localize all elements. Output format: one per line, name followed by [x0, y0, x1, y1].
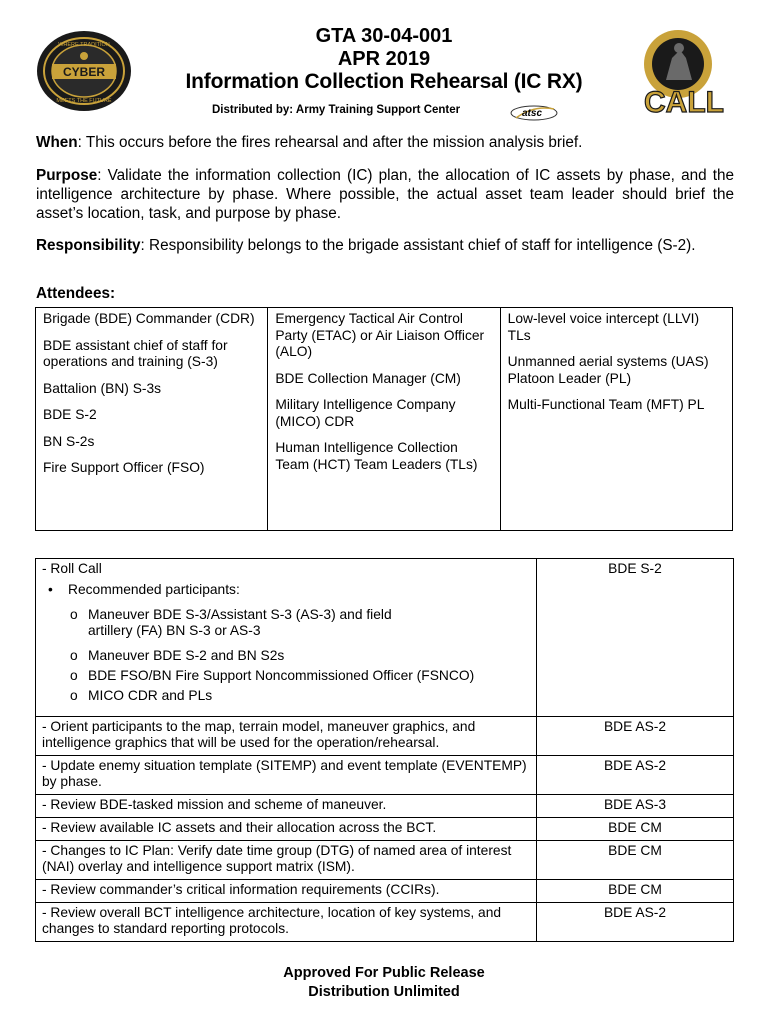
- sub-item-text: BDE FSO/BN Fire Support Noncommissioned Officer (FSNCO): [88, 668, 475, 683]
- sub-item-text: Maneuver BDE S-3/Assistant S-3 (AS-3) and field artillery (FA) BN S-3 or AS-3: [88, 607, 392, 638]
- circle-bullet-icon: o: [70, 607, 78, 622]
- attendee-item: Emergency Tactical Air Control Party (ETAC) or Air Liaison Officer (ALO): [275, 311, 485, 359]
- bullet-item: [42, 582, 530, 598]
- document-title: Information Collection Rehearsal (IC RX): [185, 70, 583, 93]
- circle-bullet-icon: o: [70, 668, 78, 683]
- attendee-item: Battalion (BN) S-3s: [43, 380, 162, 396]
- bullet-text: Recommended participants:: [68, 582, 240, 597]
- attendee-item: Human Intelligence Collection Team (HCT) Team Leaders (TLs): [275, 440, 478, 472]
- task-cell: - Update enemy situation template (SITEMP) and event template (EVENTEMP) by phase.: [36, 756, 537, 795]
- attendee-item: Multi-Functional Team (MFT) PL: [507, 397, 705, 412]
- attendees-label: Attendees:: [36, 285, 116, 302]
- roll-call-title: - Roll Call: [42, 561, 102, 576]
- footer-line-2: Distribution Unlimited: [308, 984, 460, 1000]
- when-label: When: [36, 134, 78, 151]
- attendees-column-1: [36, 308, 268, 531]
- table-row: [36, 818, 734, 841]
- responsibility-paragraph: [36, 236, 734, 255]
- responsible-cell: BDE CM: [537, 818, 734, 841]
- attendee-item: BN S-2s: [43, 433, 95, 449]
- responsible-cell: BDE AS-2: [537, 903, 734, 942]
- table-row: [36, 756, 734, 795]
- document-date: APR 2019: [337, 48, 431, 70]
- responsible-cell: BDE CM: [537, 841, 734, 880]
- bullet-icon: •: [48, 582, 53, 597]
- responsible-cell: BDE CM: [537, 880, 734, 903]
- attendee-item: Low-level voice intercept (LLVI) TLs: [507, 311, 700, 343]
- document-header: [0, 0, 768, 125]
- attendee-item: BDE Collection Manager (CM): [275, 370, 461, 386]
- circle-bullet-icon: o: [70, 648, 78, 663]
- svg-text:atsc: atsc: [521, 108, 543, 119]
- attendees-column-2: [268, 308, 500, 531]
- release-footer: [0, 964, 768, 1002]
- sub-item: [42, 688, 530, 704]
- attendee-item: Fire Support Officer (FSO): [43, 460, 205, 475]
- atsc-logo: [510, 103, 558, 121]
- task-cell: - Orient participants to the map, terrain model, maneuver graphics, and intelligence graphics that will be used for the operation/rehearsal.: [36, 717, 537, 756]
- circle-bullet-icon: o: [70, 688, 78, 703]
- responsibility-label: Responsibility: [36, 237, 141, 254]
- attendees-column-3: [500, 308, 732, 531]
- purpose-label: Purpose: [36, 167, 98, 184]
- task-cell: - Changes to IC Plan: Verify date time group (DTG) of named area of interest (NAI) overlay and intelligence support matrix (ISM).: [36, 841, 537, 880]
- purpose-paragraph: [36, 166, 734, 223]
- svg-text:WHERE TRADITION: WHERE TRADITION: [58, 42, 110, 48]
- sub-item: [42, 648, 530, 664]
- responsible-cell: BDE S-2: [537, 559, 734, 717]
- attendee-item: Unmanned aerial systems (UAS) Platoon Leader (PL): [507, 354, 709, 386]
- distribution-line: Distributed by: Army Training Support Center: [212, 104, 461, 116]
- task-cell: - Review BDE-tasked mission and scheme of maneuver.: [36, 795, 537, 818]
- table-row: [36, 841, 734, 880]
- sub-item-text: Maneuver BDE S-2 and BN S2s: [88, 648, 285, 663]
- cyber-logo-text: CYBER: [62, 65, 106, 79]
- attendee-item: BDE S-2: [43, 407, 97, 422]
- purpose-text: : Validate the information collection (IC) plan, the allocation of IC assets by phase, and the intelligence architecture by phase. Where possible, the actual asset team leader should brief the asset’s location, task, and purpose by phase.: [36, 167, 734, 222]
- task-cell: - Review overall BCT intelligence architecture, location of key systems, and changes to standard reporting protocols.: [36, 903, 537, 942]
- task-cell: - Review available IC assets and their allocation across the BCT.: [36, 818, 537, 841]
- responsible-cell: BDE AS-2: [537, 717, 734, 756]
- roll-call-cell: [36, 559, 537, 717]
- attendee-item: BDE assistant chief of staff for operations and training (S-3): [43, 337, 228, 369]
- task-cell: - Review commander’s critical information requirements (CCIRs).: [36, 880, 537, 903]
- responsibility-text: : Responsibility belongs to the brigade assistant chief of staff for intelligence (S-2).: [140, 237, 696, 254]
- sub-item: [42, 668, 530, 684]
- table-row: [36, 559, 734, 717]
- responsible-cell: BDE AS-2: [537, 756, 734, 795]
- when-text: : This occurs before the fires rehearsal and after the mission analysis brief.: [77, 134, 583, 151]
- gta-number: GTA 30-04-001: [315, 25, 453, 47]
- table-row: [36, 880, 734, 903]
- rehearsal-steps-table: [35, 558, 734, 942]
- sub-item: [42, 607, 530, 639]
- svg-text:MEETS THE FUTURE: MEETS THE FUTURE: [56, 98, 112, 104]
- footer-line-1: Approved For Public Release: [283, 965, 485, 981]
- attendee-item: Military Intelligence Company (MICO) CDR: [275, 397, 456, 429]
- title-block: [130, 24, 638, 94]
- cyber-logo: [36, 30, 132, 112]
- when-paragraph: [36, 133, 734, 152]
- sub-item-text: MICO CDR and PLs: [88, 688, 213, 703]
- call-logo-text: CALL: [644, 86, 724, 116]
- table-row: [36, 795, 734, 818]
- table-row: [36, 903, 734, 942]
- call-logo: [626, 28, 736, 116]
- attendees-table: [35, 307, 733, 531]
- table-row: [36, 717, 734, 756]
- responsible-cell: BDE AS-3: [537, 795, 734, 818]
- attendee-item: Brigade (BDE) Commander (CDR): [43, 311, 255, 326]
